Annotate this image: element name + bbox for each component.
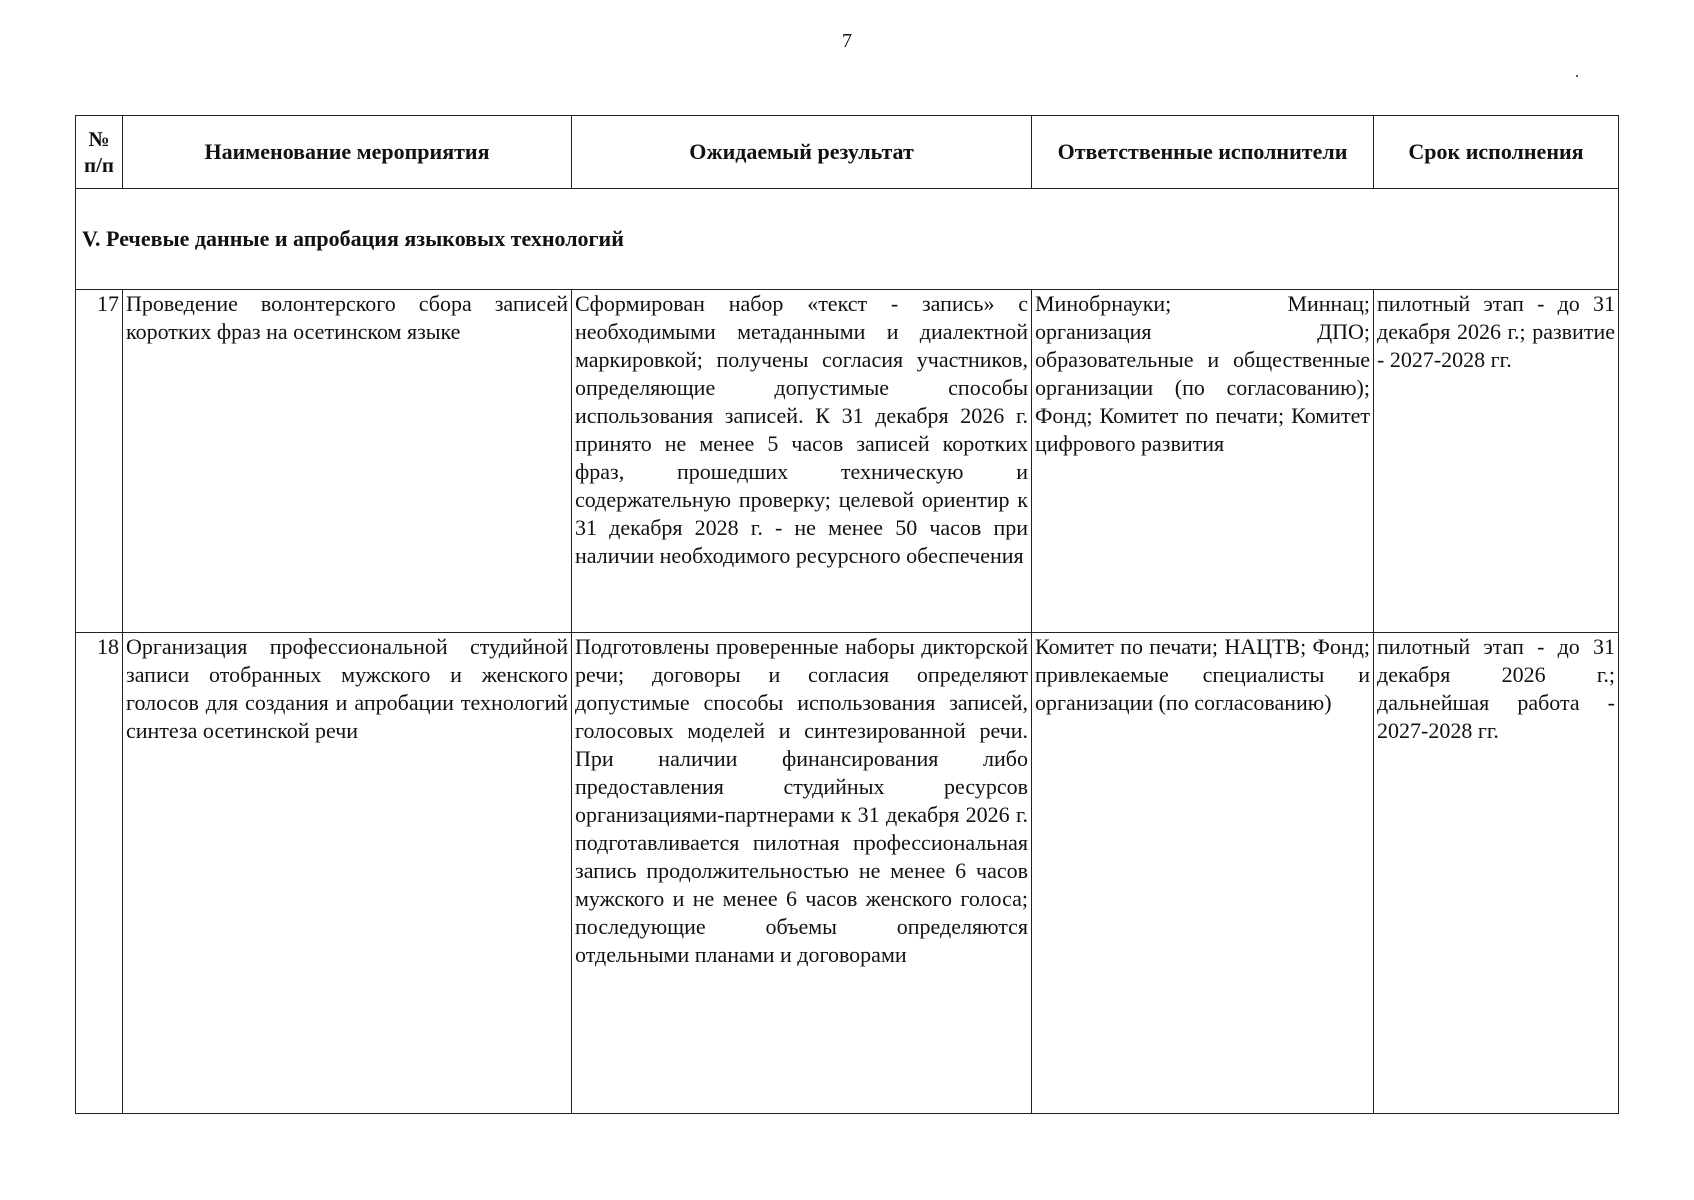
deadline: пилотный этап - до 31 декабря 2026 г.; развитие - 2027-2028 гг.: [1374, 290, 1619, 633]
header-result: Ожидаемый результат: [572, 116, 1032, 189]
section-row: [76, 189, 1619, 290]
table-row: [76, 633, 1619, 1114]
activity-name: Проведение волонтерского сбора записей коротких фраз на осетинском языке: [123, 290, 572, 633]
header-name: Наименование мероприятия: [123, 116, 572, 189]
expected-result: Подготовлены проверенные наборы дикторской речи; договоры и согласия определяют допустимые способы использования записей, голосовых моделей и синтезированной речи. При наличии финансирования либо предоставления студийных ресурсов организациями-партнерами к 31 декабря 2026 г. подготавливается пилотная профессиональная запись продолжительностью не менее 6 часов мужского и не менее 6 часов женского голоса; последующие объемы определяются отдельными планами и договорами: [572, 633, 1032, 1114]
expected-result: Сформирован набор «текст - запись» с необходимыми метаданными и диалектной маркировкой; получены согласия участников, определяющие допустимые способы использования записей. К 31 декабря 2026 г. принято не менее 5 часов записей коротких фраз, прошедших техническую и содержательную проверку; целевой ориентир к 31 декабря 2028 г. - не менее 50 часов при наличии необходимого ресурсного обеспечения: [572, 290, 1032, 633]
deadline: пилотный этап - до 31 декабря 2026 г.; дальнейшая работа - 2027-2028 гг.: [1374, 633, 1619, 1114]
activity-name: Организация профессиональной студийной записи отобранных мужского и женского голосов для создания и апробации технологий синтеза осетинской речи: [123, 633, 572, 1114]
header-num: № п/п: [76, 116, 123, 189]
row-number: 18: [76, 633, 123, 1114]
responsible-executors: Комитет по печати; НАЦТВ; Фонд; привлекаемые специалисты и организации (по согласованию): [1032, 633, 1374, 1114]
section-title: V. Речевые данные и апробация языковых технологий: [76, 189, 1619, 290]
header-deadline: Срок исполнения: [1374, 116, 1619, 189]
scan-speck: [1576, 75, 1578, 77]
header-responsible: Ответственные исполнители: [1032, 116, 1374, 189]
table-row: [76, 290, 1619, 633]
page-number: 7: [842, 30, 852, 52]
row-number: 17: [76, 290, 123, 633]
responsible-executors: Минобрнауки; Миннац; организация ДПО; образовательные и общественные организации (по согласованию); Фонд; Комитет по печати; Комитет цифрового развития: [1032, 290, 1374, 633]
plan-table: [75, 115, 1619, 1114]
header-row: [76, 116, 1619, 189]
